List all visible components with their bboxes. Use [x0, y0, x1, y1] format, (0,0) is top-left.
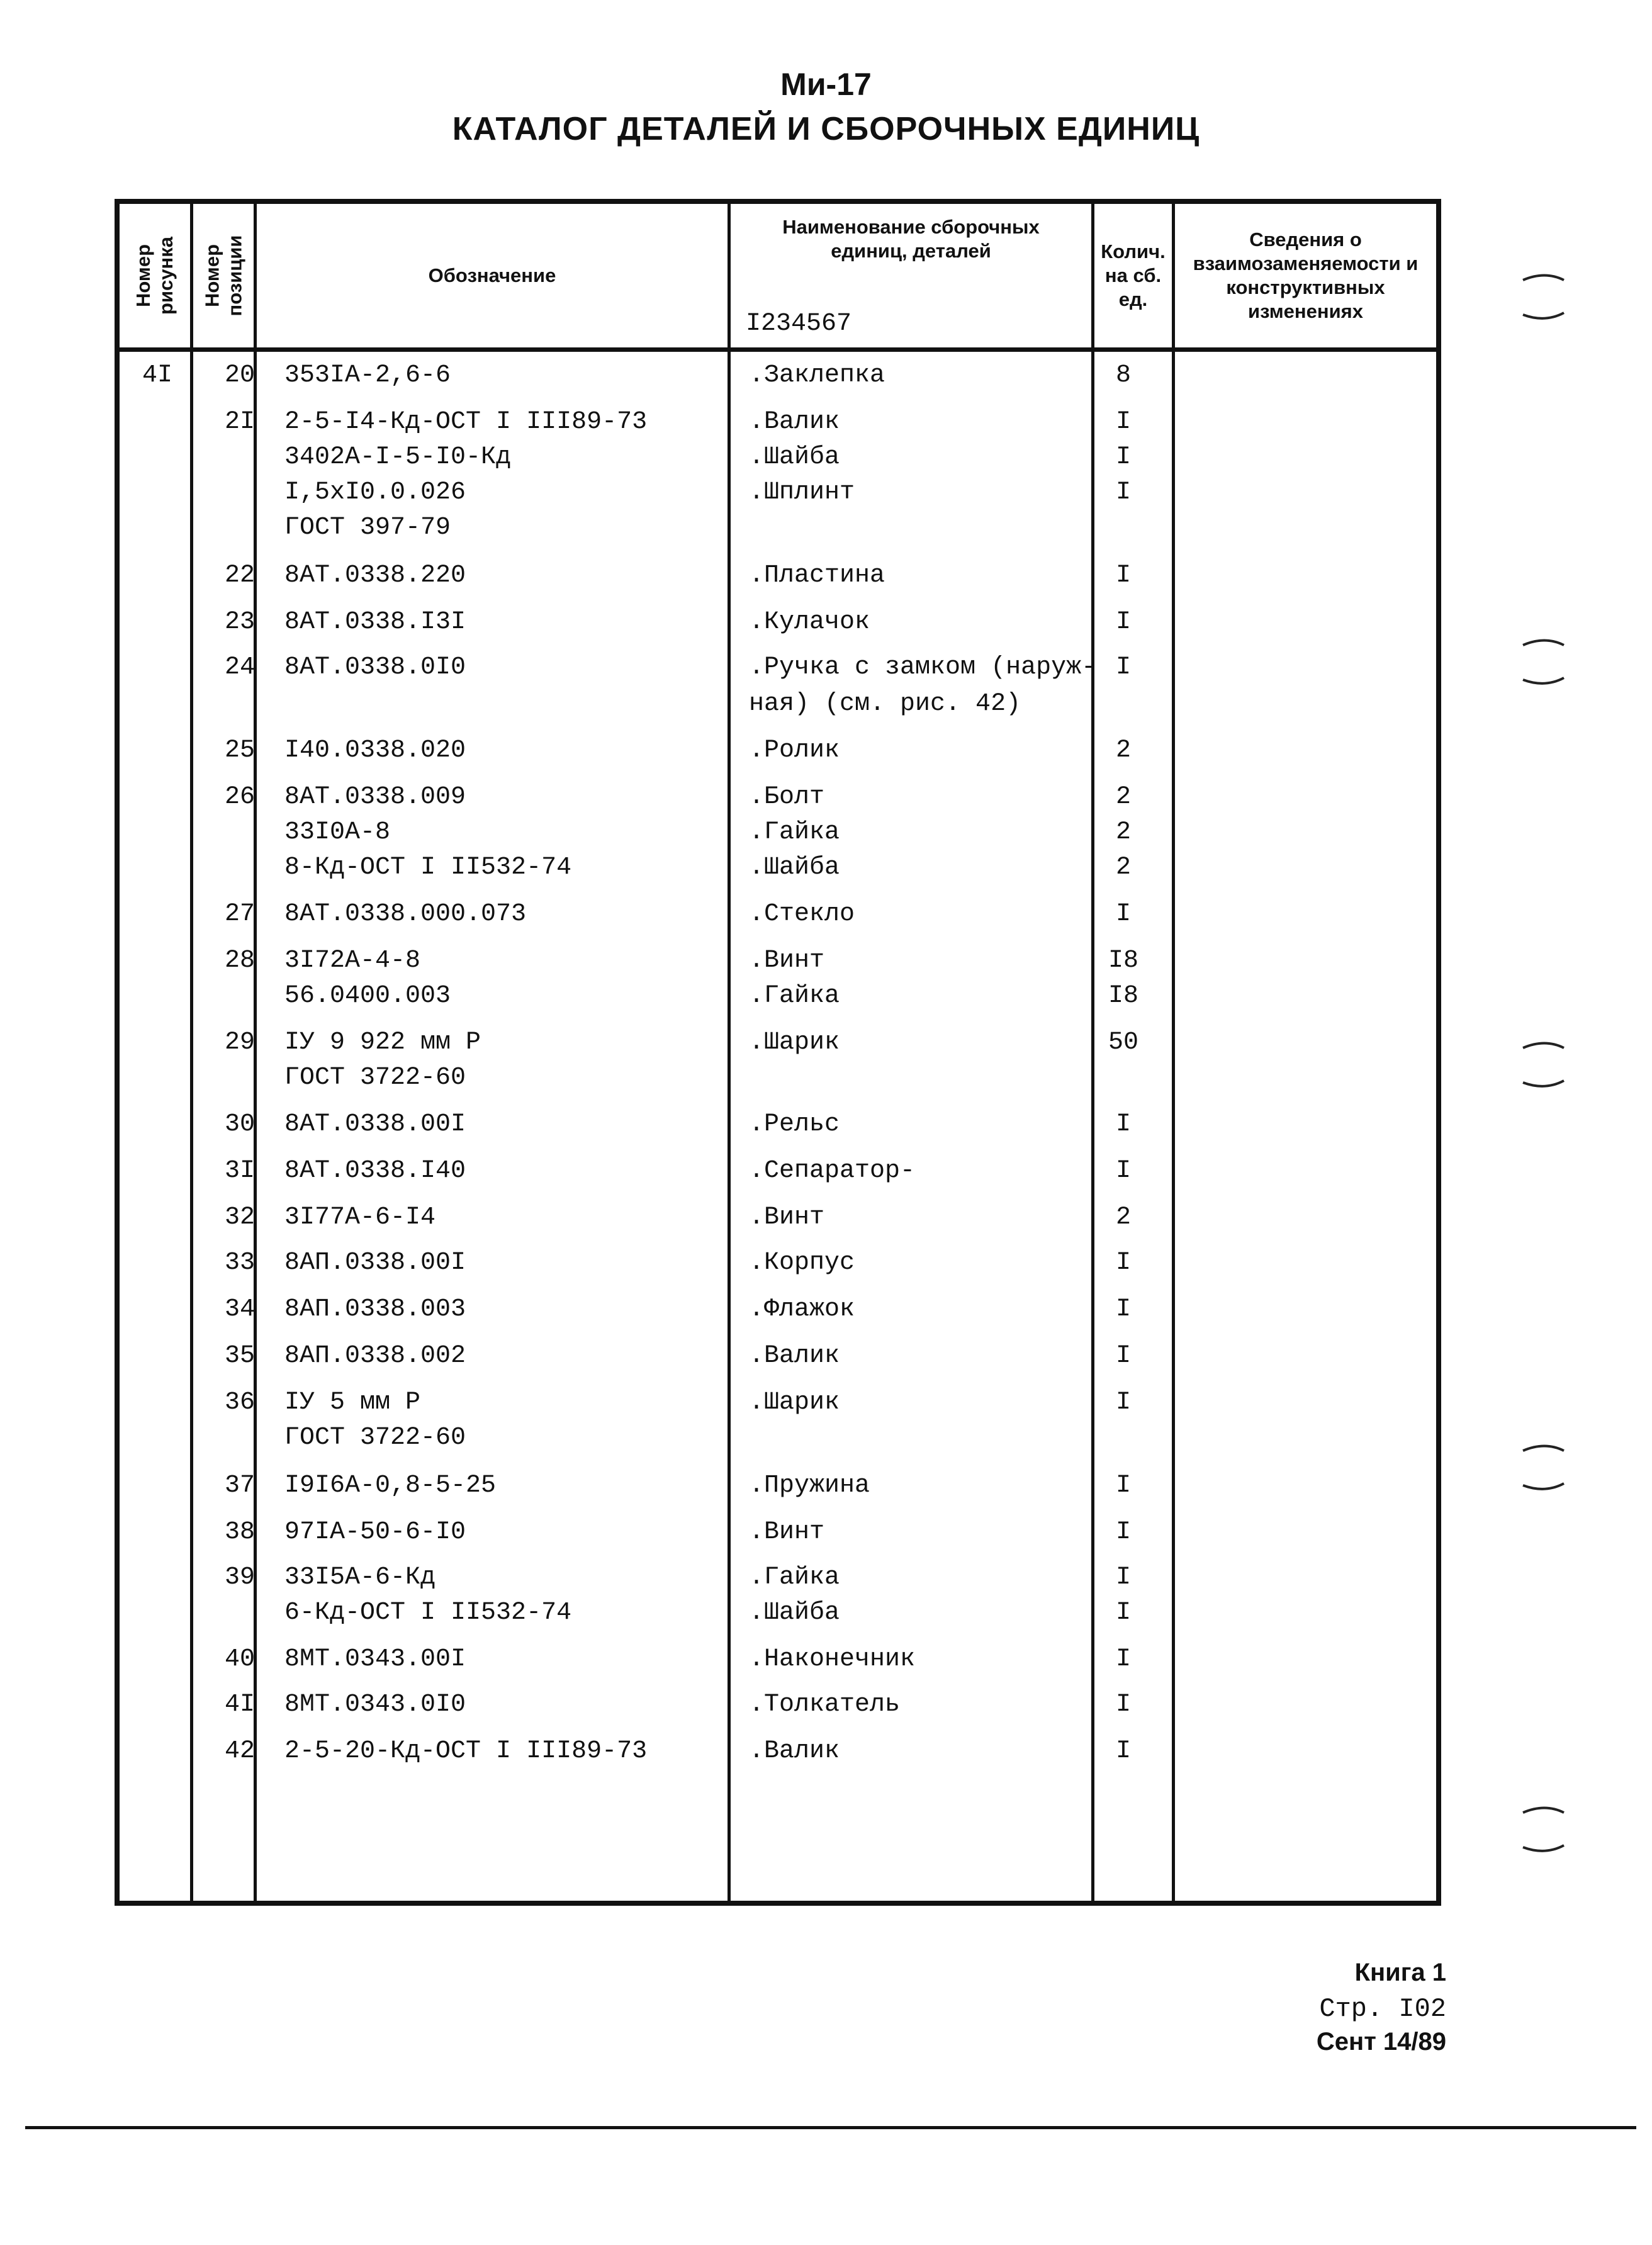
col-header-position-label: Номер позиции [201, 235, 246, 317]
position-number: 42 [224, 1737, 255, 1765]
part-name: .Винт [749, 947, 825, 975]
position-number: 27 [224, 900, 255, 928]
quantity: 2 [1115, 736, 1131, 765]
part-name: .Кулачок [749, 608, 870, 636]
revision-date: Сент 14/89 [1316, 2028, 1446, 2056]
position-number: 2I [224, 408, 255, 436]
part-name: .Корпус [749, 1249, 855, 1277]
binder-hole-mark [1517, 1035, 1567, 1092]
position-number: 4I [224, 1691, 255, 1719]
quantity: I [1115, 1249, 1131, 1277]
book-number: Книга 1 [1354, 1959, 1446, 1986]
position-number: 25 [224, 736, 255, 765]
quantity: I [1115, 1563, 1131, 1592]
designation: 8AT.0338.I3I [284, 608, 466, 636]
col-header-position [193, 204, 254, 347]
position-number: 33 [224, 1249, 255, 1277]
col-header-quantity-label: Колич. на сб. ед. [1101, 240, 1166, 310]
part-name: ная) (см. рис. 42) [749, 690, 1021, 718]
quantity: I [1115, 653, 1131, 682]
part-name: .Шарик [749, 1388, 840, 1417]
position-number: 36 [224, 1388, 255, 1417]
quantity: 2 [1115, 783, 1131, 811]
quantity: I [1115, 1599, 1131, 1627]
designation: 8AT.0338.I40 [284, 1157, 466, 1185]
designation: 8AT.0338.009 [284, 783, 466, 811]
designation: 3402A-I-5-I0-Кд [284, 443, 512, 471]
position-number: 37 [224, 1471, 255, 1500]
designation: 353IA-2,6-6 [284, 361, 451, 390]
part-name: .Гайка [749, 818, 840, 847]
part-name: .Валик [749, 1342, 840, 1370]
position-number: 3I [224, 1157, 255, 1185]
designation: 8AT.0338.000.073 [284, 900, 527, 928]
catalog-model: Ми-17 [780, 67, 872, 102]
position-number: 40 [224, 1645, 255, 1674]
part-name: .Наконечник [749, 1645, 916, 1674]
designation: 8AT.0338.220 [284, 561, 466, 590]
binder-hole-mark [1517, 267, 1567, 324]
quantity: I [1115, 1645, 1131, 1674]
designation: 8AП.0338.003 [284, 1295, 466, 1324]
header-divider [120, 347, 1436, 352]
part-name: .Ручка с замком (наруж- [749, 653, 1097, 682]
quantity: I [1115, 1342, 1131, 1370]
position-number: 30 [224, 1110, 255, 1139]
part-name: .Валик [749, 1737, 840, 1765]
part-name: .Толкатель [749, 1691, 901, 1719]
part-name: .Стекло [749, 900, 855, 928]
designation: ГОСТ 3722-60 [284, 1424, 466, 1452]
part-name: .Гайка [749, 1563, 840, 1592]
quantity: I8 [1108, 947, 1138, 975]
col-header-interchangeability-label: Сведения о взаимозаменяемости и конструктивных изменениях [1193, 228, 1419, 322]
quantity: I [1115, 608, 1131, 636]
catalog-body [120, 352, 1436, 1901]
designation: 6-Кд-ОСТ I II532-74 [284, 1599, 572, 1627]
designation: 8AT.0338.00I [284, 1110, 466, 1139]
designation: I,5xI0.0.026 [284, 478, 466, 507]
part-name: .Шплинт [749, 478, 855, 507]
quantity: I [1115, 1691, 1131, 1719]
quantity: I [1115, 478, 1131, 507]
quantity: 2 [1115, 818, 1131, 847]
page-bottom-rule [25, 2126, 1636, 2129]
designation: 8AT.0338.0I0 [284, 653, 466, 682]
position-number: 26 [224, 783, 255, 811]
designation: 8AП.0338.002 [284, 1342, 466, 1370]
binder-hole-mark [1517, 1800, 1567, 1857]
position-number: 29 [224, 1028, 255, 1057]
quantity: I [1115, 408, 1131, 436]
quantity: I [1115, 1110, 1131, 1139]
quantity: I [1115, 443, 1131, 471]
quantity: I8 [1108, 982, 1138, 1010]
quantity: 2 [1115, 853, 1131, 882]
part-name: .Рельс [749, 1110, 840, 1139]
part-name: .Винт [749, 1203, 825, 1232]
position-number: 39 [224, 1563, 255, 1592]
designation: 8-Кд-ОСТ I II532-74 [284, 853, 572, 882]
designation: 2-5-I4-Кд-ОСТ I III89-73 [284, 408, 648, 436]
position-number: 22 [224, 561, 255, 590]
position-number: 32 [224, 1203, 255, 1232]
quantity: I [1115, 561, 1131, 590]
designation: ГОСТ 397-79 [284, 514, 451, 542]
position-number: 38 [224, 1518, 255, 1546]
col-header-designation-label: Обозначение [428, 264, 556, 286]
col-header-quantity [1094, 204, 1172, 347]
designation: IУ 5 мм P [284, 1388, 421, 1417]
binder-hole-mark [1517, 633, 1567, 689]
part-name: .Сепаратор- [749, 1157, 916, 1185]
figure-number: 4I [142, 361, 172, 390]
quantity: I [1115, 1518, 1131, 1546]
part-name: .Пластина [749, 561, 885, 590]
col-header-name [731, 204, 1091, 347]
quantity: 8 [1115, 361, 1131, 390]
position-number: 28 [224, 947, 255, 975]
designation: 2-5-20-Кд-ОСТ I III89-73 [284, 1737, 648, 1765]
quantity: I [1115, 1295, 1131, 1324]
quantity: 50 [1108, 1028, 1138, 1057]
quantity: I [1115, 900, 1131, 928]
designation: 8AП.0338.00I [284, 1249, 466, 1277]
position-number: 34 [224, 1295, 255, 1324]
binder-hole-mark [1517, 1438, 1567, 1495]
col-header-designation [257, 204, 728, 347]
quantity: I [1115, 1388, 1131, 1417]
part-name: .Винт [749, 1518, 825, 1546]
part-name: .Пружина [749, 1471, 870, 1500]
designation: IУ 9 922 мм P [284, 1028, 481, 1057]
position-number: 24 [224, 653, 255, 682]
part-name: .Шарик [749, 1028, 840, 1057]
designation: 97IA-50-6-I0 [284, 1518, 466, 1546]
part-name: .Флажок [749, 1295, 855, 1324]
designation: 3I77A-6-I4 [284, 1203, 436, 1232]
part-name: .Шайба [749, 853, 840, 882]
part-name: .Гайка [749, 982, 840, 1010]
designation: 56.0400.003 [284, 982, 451, 1010]
quantity: I [1115, 1157, 1131, 1185]
designation: ГОСТ 3722-60 [284, 1064, 466, 1092]
part-name: .Валик [749, 408, 840, 436]
designation: 8MT.0343.00I [284, 1645, 466, 1674]
part-name: .Шайба [749, 1599, 840, 1627]
part-name: .Шайба [749, 443, 840, 471]
parts-catalog-table [115, 199, 1441, 1906]
quantity: I [1115, 1471, 1131, 1500]
designation: 3I72A-4-8 [284, 947, 421, 975]
col-header-name-code: I234567 [746, 310, 852, 338]
designation: I40.0338.020 [284, 736, 466, 765]
position-number: 35 [224, 1342, 255, 1370]
part-name: .Ролик [749, 736, 840, 765]
catalog-title: КАТАЛОГ ДЕТАЛЕЙ И СБОРОЧНЫХ ЕДИНИЦ [452, 111, 1200, 147]
designation: I9I6A-0,8-5-25 [284, 1471, 497, 1500]
col-header-interchangeability [1175, 204, 1436, 347]
col-header-figure-label: Номер рисунка [132, 237, 177, 315]
designation: 8MT.0343.0I0 [284, 1691, 466, 1719]
part-name: .Болт [749, 783, 825, 811]
col-header-figure [120, 204, 190, 347]
position-number: 20 [224, 361, 255, 390]
designation: 33I5A-6-Кд [284, 1563, 436, 1592]
page-number: Стр. I02 [1319, 1994, 1446, 2024]
part-name: .Заклепка [749, 361, 885, 390]
col-header-name-label: Наименование сборочных единиц, деталей [782, 216, 1040, 262]
position-number: 23 [224, 608, 255, 636]
designation: 33I0A-8 [284, 818, 391, 847]
quantity: I [1115, 1737, 1131, 1765]
quantity: 2 [1115, 1203, 1131, 1232]
